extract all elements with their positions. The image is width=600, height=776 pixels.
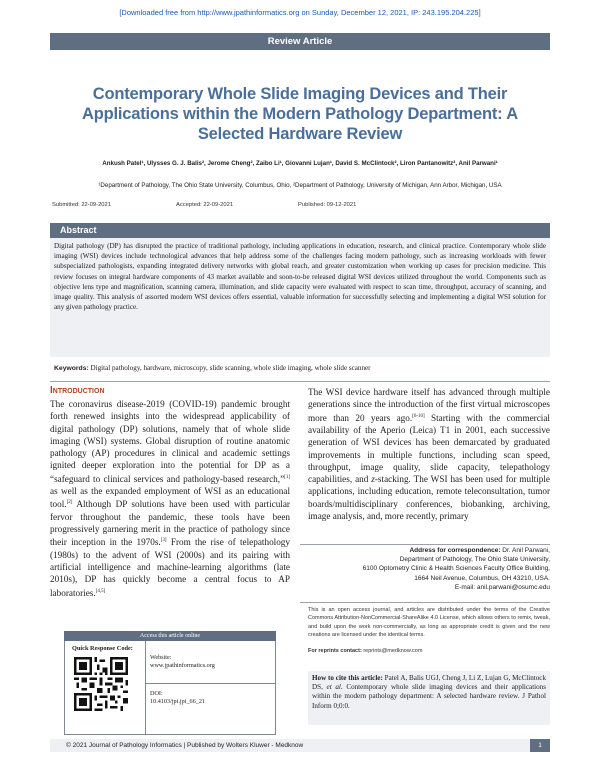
article-type-banner: Review Article <box>50 33 550 50</box>
published-date: Published: 09-12-2021 <box>298 202 357 208</box>
abstract-heading: Abstract <box>50 223 550 238</box>
page-number: 1 <box>530 739 550 752</box>
website-link[interactable]: www.jpathinformatics.org <box>150 662 215 670</box>
qr-code-label: Quick Response Code: <box>72 645 133 652</box>
doi-label: DOI: <box>150 690 163 697</box>
accepted-date: Accepted: 22-09-2021 <box>176 202 234 208</box>
correspondence-label: Address for correspondence: <box>409 547 501 554</box>
keywords <box>54 363 546 374</box>
introduction-heading: Introduction <box>50 385 105 396</box>
qr-code-image[interactable] <box>74 657 128 711</box>
correspondence-bottom-divider <box>300 602 550 603</box>
introduction-right-column: The WSI device hardware itself has advanced through multiple generations since the introduction of the first virtual microscopes more than 20 years ago.[6-10] Starting with the commercial availability of the Aperio (Leica) T1 in 2001, each successive generation of WSI devices has been demarcated by graduated improvements in multiple functions, including scan speed, throughput, image quality, slide capacity, telepathology capabilities, and z-stacking. The WSI has been used for multiple applications, including education, remote teleconsultation, tumor boards/multidisciplinary conferences, biobanking, archiving, image analysis, and, more recently, primary <box>308 387 550 522</box>
doi-block <box>150 690 205 707</box>
submitted-date: Submitted: 22-09-2021 <box>52 202 111 208</box>
access-box-row-divider <box>145 683 276 684</box>
license-text: This is an open access journal, and articles are distributed under the terms of the Creative Commons Attribution-NonCommercial-ShareAlike 4.0 License, which allows others to remix, tweak, and build upon the work non-commercially, as long as appropriate credit is given and the new creations are licensed under the identical terms. <box>308 607 550 639</box>
abstract-text: Digital pathology (DP) has disrupted the practice of traditional pathology, including applications in education, research, and clinical practice. Contemporary whole slide imaging (WSI) devices include technological advances that help address some of the challenges facing modern pathology, such as increasing workloads with fewer subspecialized pathologists, expanding integrated delivery networks with global reach, and greater customization when working up cases for precision medicine. This review focuses on integral hardware components of 43 market available and soon-to-be released digital WSI devices utilized throughout the world. Components such as objective lens type and magnification, scanning camera, illumination, and slide capacity were evaluated with respect to scan time, throughput, accuracy of scanning, and image quality. This analysis of assorted modern WSI devices offers essential, valuable information for successfully selecting and implementing a digital WSI solution for any given pathology practice. <box>54 242 546 312</box>
correspondence-name: Dr. Anil Parwani, <box>500 547 550 554</box>
citation-label: How to cite this article: <box>312 674 383 682</box>
author-list: Ankush Patel¹, Ulysses G. J. Balis², Jerome Cheng², Zaibo Li¹, Giovanni Lujan¹, David S. McClintock², Liron Pantanowitz², Anil Parwani¹ <box>102 160 498 167</box>
introduction-left-column: The coronavirus disease-2019 (COVID-19) pandemic brought forth renewed insights into the widespread applicability of digital pathology (DP) solutions, namely that of whole slide imaging (WSI) systems. Global disruption of routine anatomic pathology (AP) procedures in clinical and academic settings ignited deeper exploration into the potential for DP as a “safeguard to clinical services and pathology-based research,”[1] as well as the expanded employment of WSI as an educational tool.[2] Although DP solutions have been used with particular fervor throughout the pandemic, these tools have been progressively garnering merit in the practice of pathology since their inception in the 1970s.[3] From the rise of telepathology (1980s) to the advent of WSI (2000s) and its pairing with artificial intelligence and machine-learning algorithms (late 2010s), DP has quickly become a central focus to AP laboratories.[4,5] <box>50 399 290 598</box>
correspondence-top-divider <box>300 544 550 545</box>
reprints-label: For reprints contact: <box>308 648 362 654</box>
download-note: [Downloaded free from http://www.jpathinformatics.org on Sunday, December 12, 2021, IP: 243.195.204.225] <box>119 8 481 17</box>
doi-link[interactable]: 10.4103/jpi.jpi_66_21 <box>150 698 206 706</box>
website-block <box>150 654 215 671</box>
keywords-label: Keywords: <box>54 365 89 372</box>
access-box-heading: Access this article online <box>64 631 276 641</box>
citation-text: Patel A, Balis UGJ, Cheng J, Li Z, Lujan G, McClintock DS, et al. Contemporary whole slide imaging devices and their applications within the modern pathology department: A selected hardware review. J Pathol Inform 0;0:0. <box>312 674 546 710</box>
website-label: Website: <box>150 654 172 661</box>
reprints-contact <box>308 648 550 654</box>
article-title: Contemporary Whole Slide Imaging Devices and Their Applications within the Modern Pathology Department: A Selected Hardware Review <box>82 85 518 143</box>
affiliations: ¹Department of Pathology, The Ohio State University, Columbus, Ohio, ²Department of Pathology, University of Michigan, Ann Arbor, Michigan, USA <box>98 182 502 189</box>
correspondence-line: 6100 Optometry Clinic & Health Sciences Faculty Office Building, <box>362 565 550 573</box>
correspondence-line: Department of Pathology, The Ohio State University, <box>399 556 550 564</box>
keywords-text: Digital pathology, hardware, microscopy, slide scanning, whole slide imaging, whole slide scanner <box>88 364 371 372</box>
correspondence-email[interactable]: E-mail: anil.parwani@osumc.edu <box>454 583 550 591</box>
access-box-divider <box>145 641 146 735</box>
keywords-divider <box>50 381 550 382</box>
correspondence-block <box>300 546 550 592</box>
reprints-email[interactable]: reprints@medknow.com <box>361 648 423 654</box>
citation-box <box>308 671 550 725</box>
correspondence-line: 1664 Neil Avenue, Columbus, OH 43210, USA. <box>414 574 550 582</box>
footer-copyright: © 2021 Journal of Pathology Informatics | Published by Wolters Kluwer - Medknow <box>50 739 550 752</box>
